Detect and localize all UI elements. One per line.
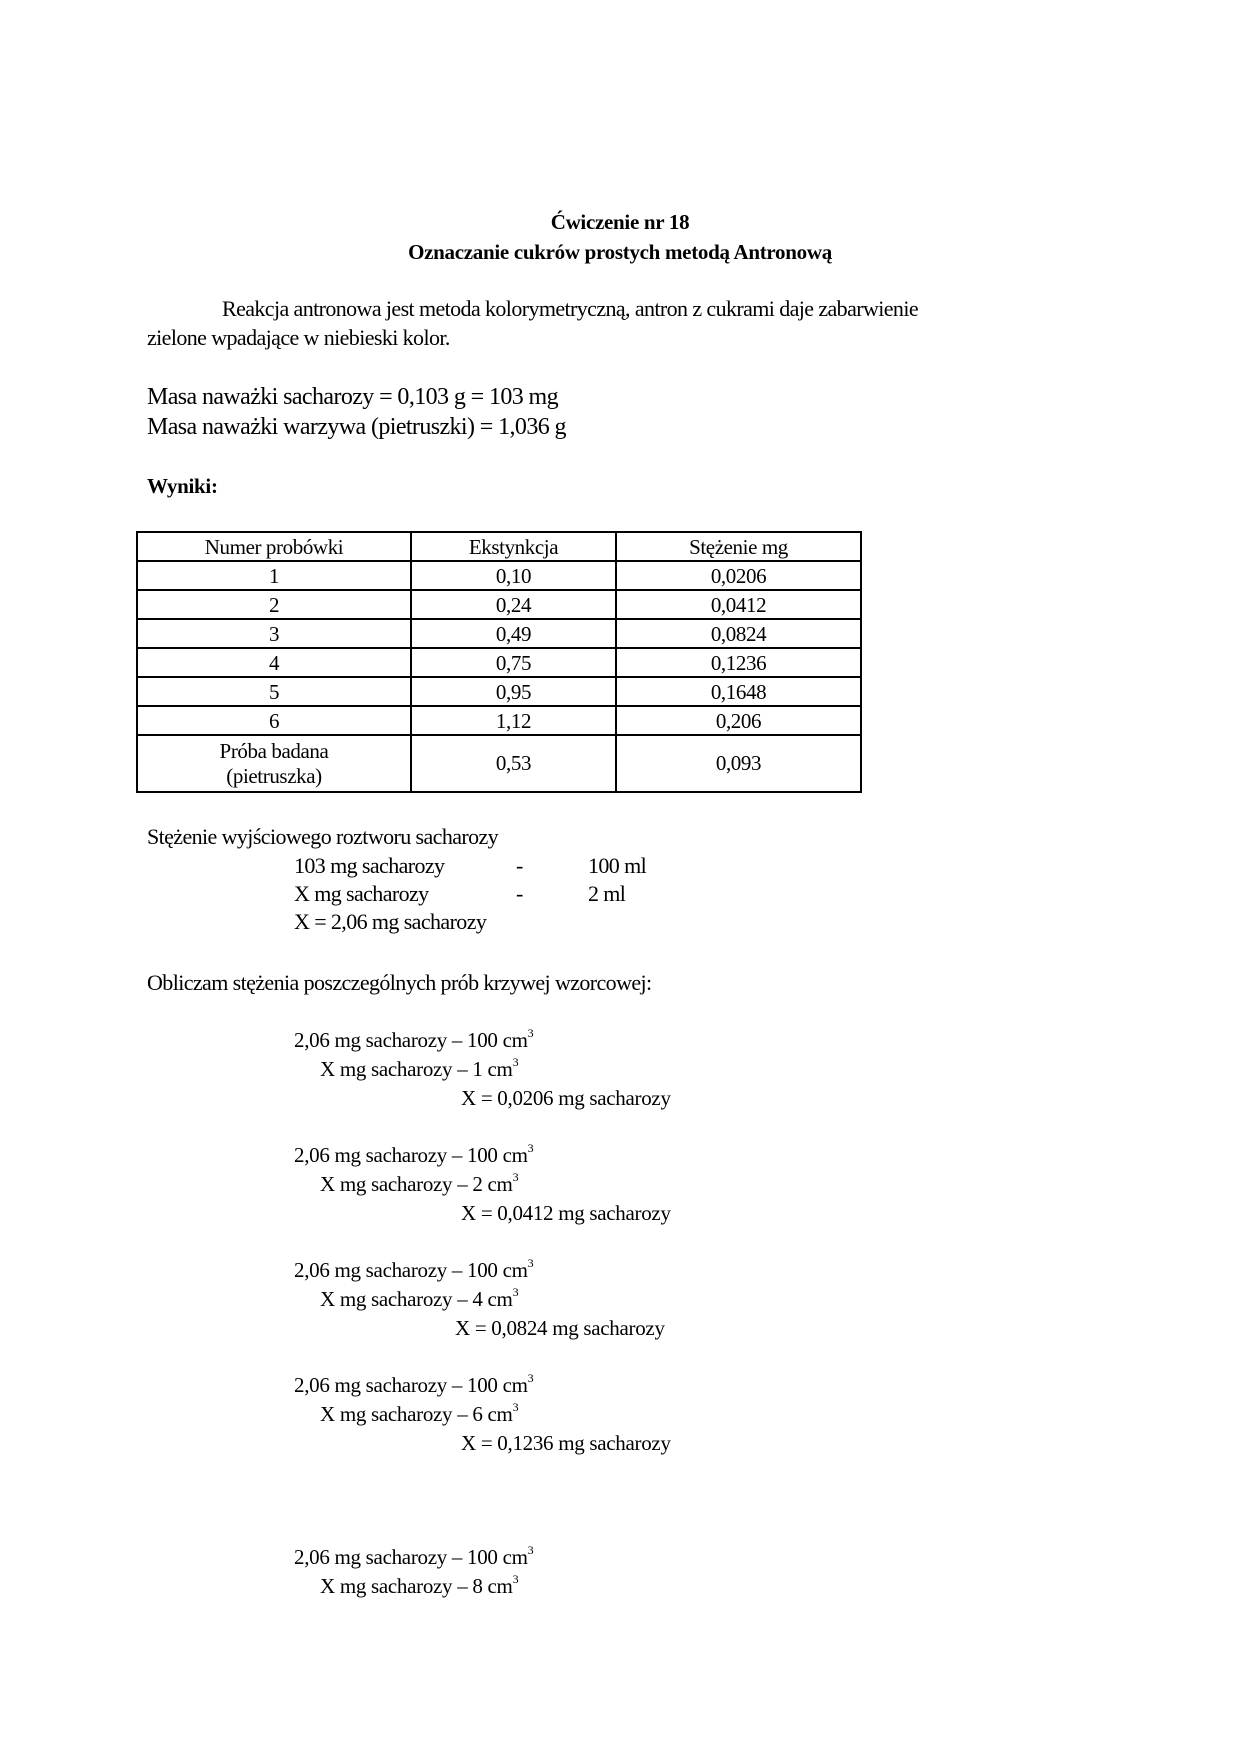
superscript: 3 [512,1055,519,1069]
stock-line-2-dash: - [516,881,523,906]
stock-line-2-right: 2 ml [588,881,626,906]
calc-3-line-2 [320,1287,518,1312]
cell-extinction: 0,53 [411,735,616,792]
mass-vegetable: Masa naważki warzywa (pietruszki) = 1,036 g [147,414,566,440]
calc-5-line-2 [320,1574,518,1599]
calc-text: 2,06 mg sacharozy – 100 cm [294,1258,528,1282]
mass-sucrose: Masa naważki sacharozy = 0,103 g = 103 mg [147,384,559,410]
cell-concentration: 0,0412 [616,590,861,619]
exercise-title-text: Ćwiczenie nr 18 [550,210,690,234]
stock-line-1-left: 103 mg sacharozy [294,853,445,878]
header-concentration: Stężenie mg [616,532,861,561]
calc-4-result: X = 0,1236 mg sacharozy [461,1431,671,1455]
cell-extinction: 1,12 [411,706,616,735]
superscript: 3 [527,1256,534,1270]
results-heading: Wyniki: [147,474,218,498]
calc-1-line-1 [294,1028,533,1053]
calc-2-result: X = 0,0412 mg sacharozy [461,1201,671,1225]
calc-1-line-2 [320,1057,518,1082]
superscript: 3 [527,1026,534,1040]
superscript: 3 [512,1170,519,1184]
stock-line-2-left: X mg sacharozy [294,881,429,906]
cell-tube: 1 [137,561,411,590]
cell-tube: 4 [137,648,411,677]
superscript: 3 [512,1400,519,1414]
cell-extinction: 0,24 [411,590,616,619]
table-header-row [137,532,861,561]
sample-label-line-2: (pietruszka) [226,763,322,788]
table-row [137,706,861,735]
intro-line-2: zielone wpadające w niebieski kolor. [147,325,450,350]
exercise-subtitle [0,240,1240,265]
cell-concentration: 0,093 [616,735,861,792]
exercise-subtitle-text: Oznaczanie cukrów prostych metodą Antronową [408,240,832,264]
calc-3-line-1 [294,1258,533,1283]
calc-text: 2,06 mg sacharozy – 100 cm [294,1143,528,1167]
calc-text: 2,06 mg sacharozy – 100 cm [294,1028,528,1052]
calc-text: 2,06 mg sacharozy – 100 cm [294,1545,528,1569]
stock-line-1-dash: - [516,853,523,878]
calc-2-line-1 [294,1143,533,1168]
table-row-sample [137,735,861,792]
cell-extinction: 0,75 [411,648,616,677]
superscript: 3 [527,1543,534,1557]
calc-5-line-1 [294,1545,533,1570]
cell-tube: 6 [137,706,411,735]
calc-4-line-1 [294,1373,533,1398]
calc-heading: Obliczam stężenia poszczególnych prób krzywej wzorcowej: [147,970,652,995]
calc-text: X mg sacharozy – 2 cm [320,1172,513,1196]
cell-concentration: 0,206 [616,706,861,735]
cell-tube: 5 [137,677,411,706]
cell-concentration: 0,1236 [616,648,861,677]
cell-concentration: 0,0824 [616,619,861,648]
table-row [137,590,861,619]
cell-concentration: 0,0206 [616,561,861,590]
calc-text: X mg sacharozy – 8 cm [320,1574,513,1598]
superscript: 3 [512,1285,519,1299]
table-row [137,677,861,706]
table-row [137,561,861,590]
header-tube-number: Numer probówki [137,532,411,561]
cell-extinction: 0,95 [411,677,616,706]
cell-tube: 3 [137,619,411,648]
calc-text: X mg sacharozy – 6 cm [320,1402,513,1426]
stock-line-1-right: 100 ml [588,853,647,878]
calc-4-line-2 [320,1402,518,1427]
calc-3-result: X = 0,0824 mg sacharozy [455,1316,665,1340]
header-extinction: Ekstynkcja [411,532,616,561]
stock-result: X = 2,06 mg sacharozy [294,909,487,934]
cell-sample-label [137,735,411,792]
superscript: 3 [512,1572,519,1586]
calc-text: X mg sacharozy – 4 cm [320,1287,513,1311]
cell-concentration: 0,1648 [616,677,861,706]
intro-line-1: Reakcja antronowa jest metoda kolorymetryczną, antron z cukrami daje zabarwienie [222,296,919,321]
calc-2-line-2 [320,1172,518,1197]
sample-label-line-1: Próba badana [219,738,329,763]
exercise-title [0,210,1240,235]
superscript: 3 [527,1371,534,1385]
calc-1-result: X = 0,0206 mg sacharozy [461,1086,671,1110]
stock-heading: Stężenie wyjściowego roztworu sacharozy [147,824,499,849]
table-row [137,619,861,648]
cell-extinction: 0,10 [411,561,616,590]
calc-text: X mg sacharozy – 1 cm [320,1057,513,1081]
cell-extinction: 0,49 [411,619,616,648]
table-row [137,648,861,677]
cell-tube: 2 [137,590,411,619]
results-table [136,531,862,793]
calc-text: 2,06 mg sacharozy – 100 cm [294,1373,528,1397]
superscript: 3 [527,1141,534,1155]
